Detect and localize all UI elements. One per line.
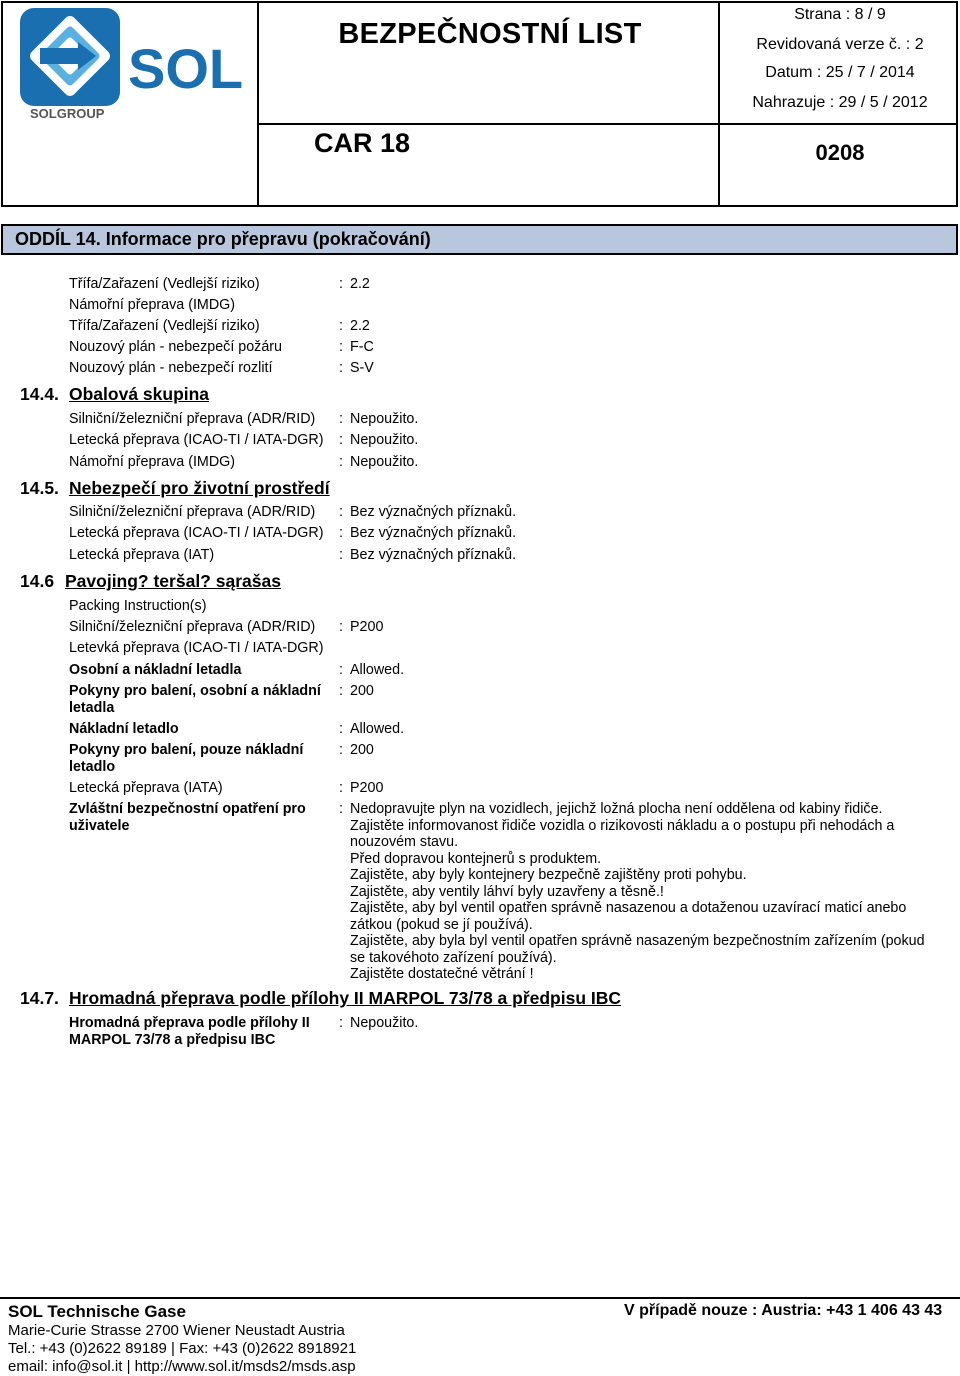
precaution-line: Před dopravou kontejnerů s produktem. [350, 850, 602, 867]
row-label: Třífa/Zařazení (Vedlejší riziko) [69, 318, 260, 334]
precaution-line: Zajistěte, aby byl ventil opatřen správně nasazenou a dotaženou uzavírací maticí anebo zátkou (pokud se jí používá). [350, 900, 907, 933]
row-label: Námořní přeprava (IMDG) [69, 297, 236, 313]
footer-emergency-phone: V případě nouze : Austria: +43 1 406 43 43 [624, 1302, 943, 1319]
subsection-title: Obalová skupina [69, 384, 210, 404]
row-colon: : [339, 318, 343, 334]
row-value: Nepoužito. [350, 1015, 419, 1031]
header-divider [257, 123, 718, 125]
subsection-title: Hromadná přeprava podle přílohy II MARPOL 73/78 a předpisu IBC [69, 988, 622, 1008]
subsection-number: 14.6 [20, 571, 55, 591]
row-label: Silniční/železniční přeprava (ADR/RID) [69, 411, 316, 427]
product-name: CAR 18 [313, 128, 411, 158]
issue-date: Datum : 25 / 7 / 2014 [765, 64, 915, 81]
svg-text:SOL: SOL [128, 37, 244, 100]
row-colon: : [339, 662, 343, 678]
footer-address: Marie-Curie Strasse 2700 Wiener Neustadt Austria [8, 1322, 345, 1339]
row-label: Pokyny pro balení, osobní a nákladní letadla [69, 683, 321, 716]
subsection-title: Pavojing? teršal? sąrašas [65, 571, 281, 591]
row-colon: : [339, 547, 343, 563]
row-value: Allowed. [350, 662, 405, 678]
precaution-line: Zajistěte informovanost řidiče vozidla o rizikovosti nákladu a o postupu při nehodách a nouzovém stavu. [350, 817, 895, 850]
row-value: Nepoužito. [350, 411, 419, 427]
header-divider [718, 1, 720, 207]
row-colon: : [339, 619, 343, 635]
row-value: 2.2 [350, 318, 370, 334]
footer-phone: Tel.: +43 (0)2622 89189 | Fax: +43 (0)2622 8918921 [8, 1340, 357, 1357]
document-title: BEZPEČNOSTNÍ LIST [338, 18, 642, 50]
subsection-title: Nebezpečí pro životní prostředí [69, 478, 330, 498]
row-value: S-V [350, 360, 374, 376]
row-colon: : [339, 360, 343, 376]
supersedes-date: Nahrazuje : 29 / 5 / 2012 [752, 94, 928, 111]
row-colon: : [339, 276, 343, 292]
revision-number: Revidovaná verze č. : 2 [756, 36, 924, 53]
row-value: Allowed. [350, 721, 405, 737]
row-label: Packing Instruction(s) [69, 598, 207, 614]
row-label: Nákladní letadlo [69, 721, 179, 737]
row-colon: : [339, 683, 343, 699]
row-label: Letevká přeprava (ICAO-TI / IATA-DGR) [69, 640, 324, 656]
row-label: Nouzový plán - nebezpečí rozlití [69, 360, 273, 376]
row-label: Nouzový plán - nebezpečí požáru [69, 339, 282, 355]
section-title: ODDÍL 14. Informace pro přepravu (pokračování) [15, 229, 431, 249]
row-value: Bez význačných příznaků. [350, 547, 517, 563]
row-colon: : [339, 1015, 343, 1031]
header-divider [257, 1, 259, 207]
row-value: F-C [350, 339, 374, 355]
row-colon: : [339, 721, 343, 737]
row-colon: : [339, 411, 343, 427]
row-colon: : [339, 742, 343, 758]
row-colon: : [339, 780, 343, 796]
footer-divider [0, 1297, 960, 1299]
row-label: Námořní přeprava (IMDG) [69, 454, 236, 470]
row-value: P200 [350, 780, 384, 796]
precaution-line: Zajistěte dostatečné větrání ! [350, 966, 534, 982]
page-number: Strana : 8 / 9 [794, 6, 886, 23]
row-label: Letecká přeprava (ICAO-TI / IATA-DGR) [69, 432, 324, 448]
section-header [1, 224, 958, 255]
row-value: Bez význačných příznaků. [350, 504, 517, 520]
company-logo [18, 8, 248, 120]
row-label: Pokyny pro balení, pouze nákladní letadlo [69, 742, 304, 775]
row-value: 200 [350, 683, 374, 699]
row-label: Osobní a nákladní letadla [69, 662, 242, 678]
row-label: Silniční/železniční přeprava (ADR/RID) [69, 504, 316, 520]
row-value: Nepoužito. [350, 432, 419, 448]
subsection-heading [20, 478, 330, 498]
row-colon: : [339, 801, 343, 817]
row-label: Letecká přeprava (IAT) [69, 547, 215, 563]
row-colon: : [339, 432, 343, 448]
special-precautions-list [350, 801, 940, 983]
row-label: Letecká přeprava (ICAO-TI / IATA-DGR) [69, 525, 324, 541]
subsection-number: 14.4. [20, 384, 59, 404]
row-label: Silniční/železniční přeprava (ADR/RID) [69, 619, 316, 635]
row-colon: : [339, 339, 343, 355]
row-label: Hromadná přeprava podle přílohy II MARPOL 73/78 a předpisu IBC [69, 1015, 310, 1048]
row-colon: : [339, 525, 343, 541]
subsection-heading [20, 384, 209, 404]
footer-company: SOL Technische Gase [8, 1302, 186, 1321]
special-precautions-label: Zvláštní bezpečnostní opatření pro uživatele [69, 801, 306, 834]
precaution-line: Zajistěte, aby byly kontejnery bezpečně zajištěny proti pohybu. [350, 867, 747, 883]
subsection-heading [20, 571, 281, 591]
row-colon: : [339, 504, 343, 520]
subsection-heading [20, 988, 621, 1008]
row-value: P200 [350, 619, 384, 635]
footer-web: email: info@sol.it | http://www.sol.it/msds2/msds.asp [8, 1358, 356, 1375]
row-value: 2.2 [350, 276, 370, 292]
row-label: Třífa/Zařazení (Vedlejší riziko) [69, 276, 260, 292]
subsection-number: 14.7. [20, 988, 59, 1008]
subsection-number: 14.5. [20, 478, 59, 498]
product-code: 0208 [815, 140, 865, 165]
precaution-line: Zajistěte, aby ventily láhví byly uzavřeny a těsně.! [350, 883, 664, 900]
row-value: 200 [350, 742, 374, 758]
svg-text:SOLGROUP: SOLGROUP [30, 106, 105, 120]
precaution-line: Zajistěte, aby byla byl ventil opatřen správně nasazeným bezpečnostním zařízením (pokud se takovéhoto zařízení používá). [350, 933, 925, 966]
precaution-line: Nedopravujte plyn na vozidlech, jejichž ložná plocha není oddělena od kabiny řidiče. [350, 801, 883, 817]
header-divider [718, 123, 958, 125]
row-label: Letecká přeprava (IATA) [69, 780, 223, 796]
row-value: Bez význačných příznaků. [350, 525, 517, 541]
row-value: Nepoužito. [350, 454, 419, 470]
row-colon: : [339, 454, 343, 470]
